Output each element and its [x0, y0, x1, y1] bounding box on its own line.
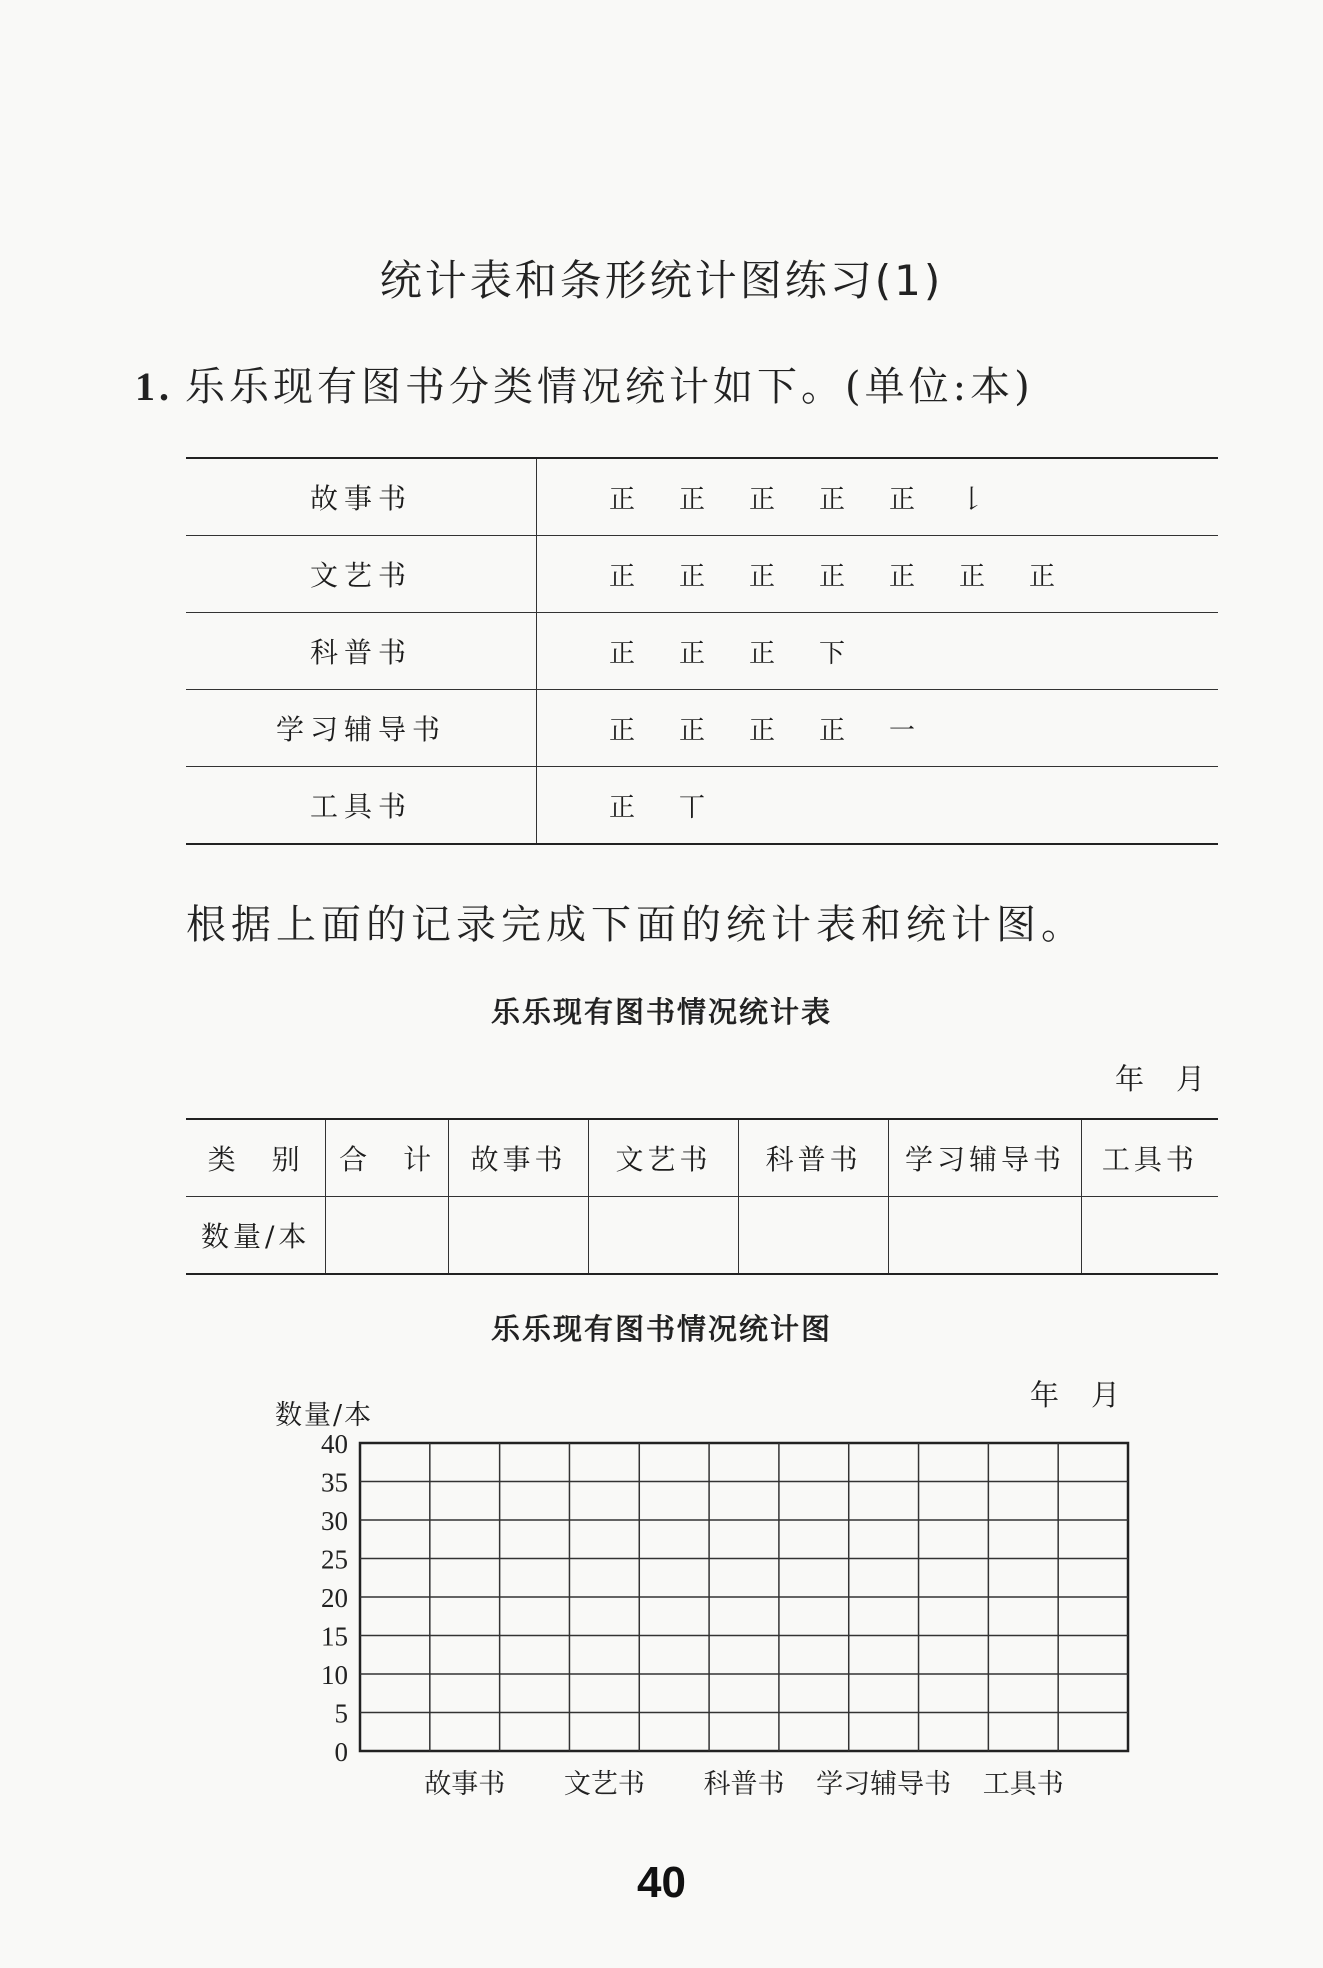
y-tick-label: 30 [321, 1506, 348, 1536]
tally-mark: 丅 [679, 792, 712, 823]
x-tick-label: 科普书 [703, 1769, 785, 1799]
chart-year-label: 年 [1030, 1378, 1062, 1412]
tally-category: 工具书 [186, 767, 537, 845]
stats-header-cell: 故事书 [448, 1119, 588, 1197]
instruction-text: 根据上面的记录完成下面的统计表和统计图。 [186, 902, 1086, 948]
chart-title: 乐乐现有图书情况统计图 [490, 1312, 832, 1346]
tally-mark: 正 [1029, 561, 1062, 592]
tally-category: 科普书 [186, 613, 537, 690]
stats-header-cell: 学习辅导书 [889, 1119, 1082, 1197]
chart-month-label: 月 [1091, 1378, 1123, 1412]
tally-mark: 正 [609, 561, 642, 592]
tally-mark: 正 [749, 484, 782, 515]
y-tick-label: 15 [321, 1621, 348, 1652]
stats-row-label: 数量/本 [186, 1197, 326, 1275]
x-tick-label: 学习辅导书 [816, 1769, 952, 1799]
page-number: 40 [637, 1858, 686, 1907]
stats-header-cell: 合 计 [326, 1119, 449, 1197]
tally-mark: 正 [889, 561, 922, 592]
y-tick-label: 25 [321, 1544, 348, 1575]
tally-mark: 正 [679, 715, 712, 746]
y-tick-label: 35 [321, 1467, 348, 1498]
stats-year-label: 年 [1115, 1062, 1147, 1096]
tally-category: 学习辅导书 [186, 690, 537, 767]
tally-mark: 正 [819, 484, 852, 515]
tally-category: 故事书 [186, 458, 537, 536]
x-tick-label: 工具书 [982, 1769, 1064, 1799]
tally-mark: 正 [679, 638, 712, 669]
tally-mark: 正 [609, 484, 642, 515]
tally-category: 文艺书 [186, 536, 537, 613]
y-tick-label: 0 [334, 1737, 348, 1767]
tally-mark: 正 [889, 484, 922, 515]
y-tick-label: 20 [321, 1583, 348, 1613]
page-title: 统计表和条形统计图练习(1) [379, 256, 944, 305]
tally-mark: 正 [749, 638, 782, 669]
tally-mark: 𠄌 [959, 484, 992, 515]
tally-mark: 下 [819, 638, 852, 669]
y-tick-label: 10 [321, 1660, 348, 1690]
stats-header-cell: 类 别 [186, 1119, 326, 1197]
stats-header-cell: 工具书 [1081, 1119, 1218, 1197]
tally-mark: 正 [679, 484, 712, 515]
x-tick-label: 文艺书 [563, 1769, 645, 1799]
tally-mark: 正 [609, 715, 642, 746]
stats-table-title: 乐乐现有图书情况统计表 [490, 995, 832, 1029]
question-number: 1. [135, 364, 173, 409]
question-text: 乐乐现有图书分类情况统计如下。(单位:本) [185, 364, 1034, 410]
stats-month-label: 月 [1176, 1062, 1208, 1096]
tally-mark: 正 [609, 792, 642, 823]
y-tick-label: 5 [334, 1698, 348, 1729]
tally-mark: 一 [889, 715, 922, 746]
tally-mark: 正 [609, 638, 642, 669]
tally-mark: 正 [749, 561, 782, 592]
tally-mark: 正 [679, 561, 712, 592]
chart-y-axis-label: 数量/本 [275, 1400, 374, 1431]
tally-mark: 正 [959, 561, 992, 592]
y-tick-label: 40 [321, 1429, 348, 1459]
x-tick-label: 故事书 [424, 1769, 506, 1799]
tally-mark: 正 [819, 715, 852, 746]
stats-header-cell: 科普书 [739, 1119, 889, 1197]
tally-mark: 正 [819, 561, 852, 592]
tally-mark: 正 [749, 715, 782, 746]
stats-header-cell: 文艺书 [589, 1119, 739, 1197]
